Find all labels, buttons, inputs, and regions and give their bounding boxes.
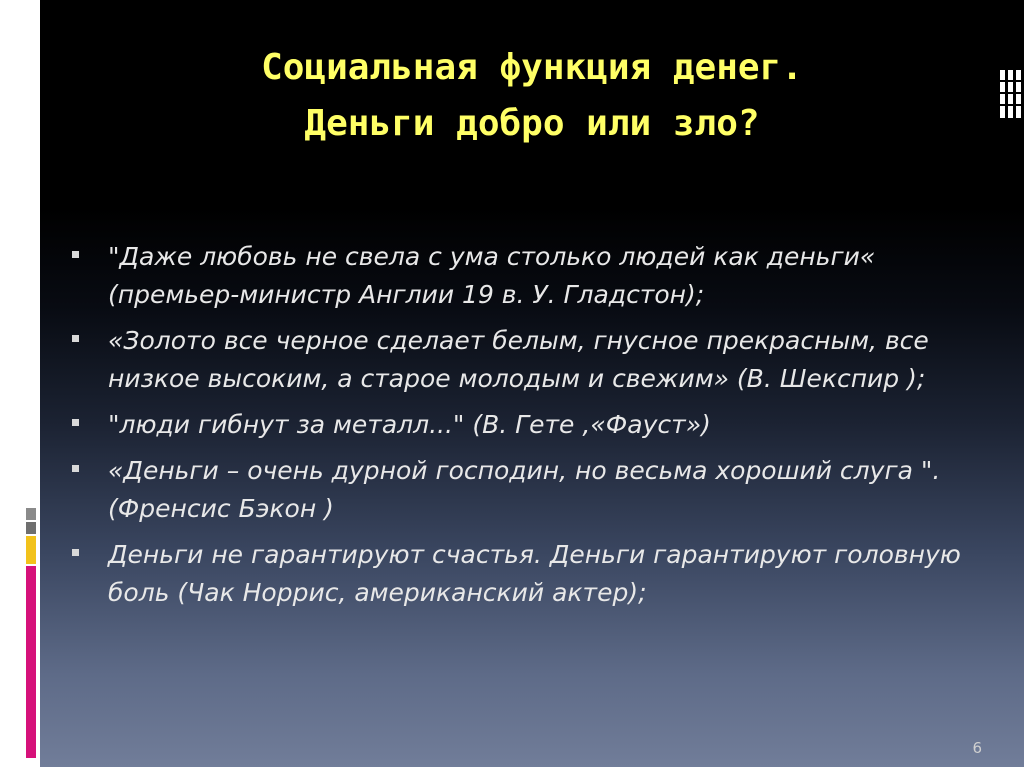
list-item (108, 452, 988, 528)
quote-list (108, 238, 988, 620)
list-item-text: Деньги не гарантируют счастья. Деньги гарантируют головную боль (Чак Норрис, американский актер); (108, 540, 961, 607)
list-item (108, 238, 988, 314)
columns-icon (1000, 70, 1024, 118)
square-bullet-icon (72, 549, 79, 556)
accent-bar-yellow (26, 536, 36, 564)
list-item-text: "люди гибнут за металл..." (В. Гете ,«Фауст») (108, 410, 711, 439)
title-line-2: Деньги добро или зло? (304, 103, 760, 144)
left-margin-strip (0, 0, 40, 767)
title-line-1: Социальная функция денег. (261, 47, 803, 88)
list-item-text: «Деньги – очень дурной господин, но весьма хороший слуга ". (Френсис Бэкон ) (108, 456, 941, 523)
accent-bar-gray-dark (26, 522, 36, 534)
list-item-text: «Золото все черное сделает белым, гнусное прекрасным, все низкое высоким, а старое молодым и свежим» (В. Шекспир ); (108, 326, 929, 393)
accent-bar-magenta (26, 566, 36, 758)
list-item (108, 536, 988, 612)
square-bullet-icon (72, 419, 79, 426)
list-item (108, 322, 988, 398)
slide-content (40, 0, 1024, 767)
square-bullet-icon (72, 335, 79, 342)
list-item-text: "Даже любовь не свела с ума столько людей как деньги« (премьер-министр Англии 19 в. У. Гладстон); (108, 242, 876, 309)
square-bullet-icon (72, 251, 79, 258)
square-bullet-icon (72, 465, 79, 472)
slide-title (40, 40, 1024, 152)
page-number: 6 (972, 739, 982, 757)
accent-bar-gray (26, 508, 36, 520)
list-item (108, 406, 988, 444)
